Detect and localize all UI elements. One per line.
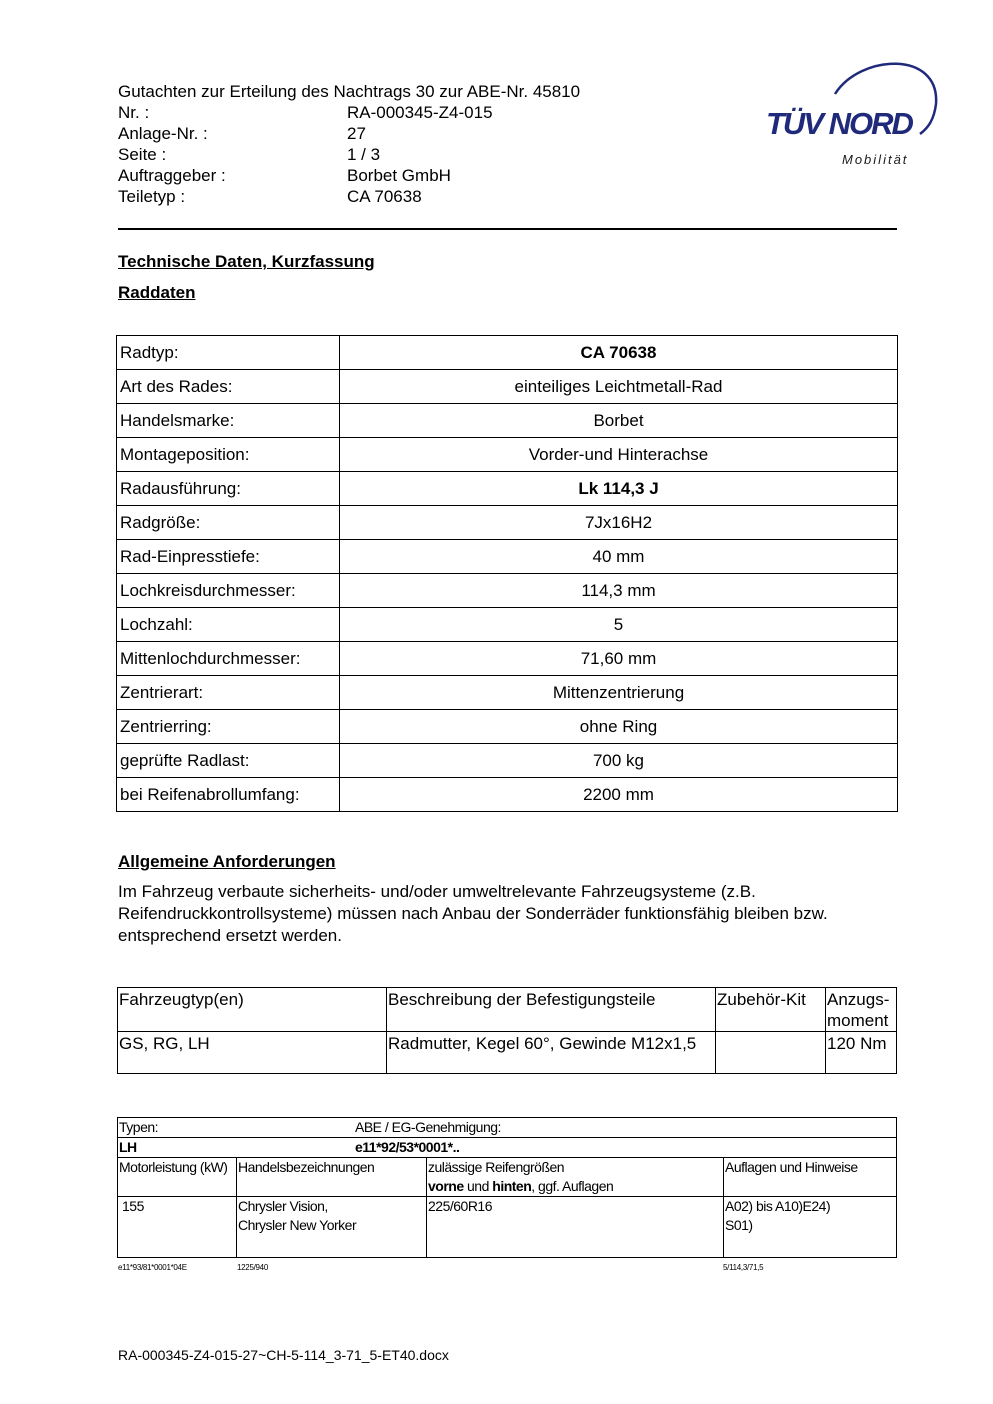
table-cell <box>724 1197 897 1258</box>
row-value: 7Jx16H2 <box>340 506 898 540</box>
header-divider <box>118 228 897 230</box>
header-cell: Zubehör-Kit <box>716 988 826 1032</box>
row-label: bei Reifenabrollumfang: <box>117 778 340 812</box>
types-table <box>117 1117 897 1258</box>
general-requirements-text: Im Fahrzeug verbaute sicherheits- und/oder umweltrelevante Fahrzeugsysteme (z.B. Reifendruckkontrollsysteme) müssen nach Anbau der Sonderräder funktionsfähig bleiben bzw. entsprechend ersetzt werden. <box>118 882 828 945</box>
row-value: 5 <box>340 608 898 642</box>
abe-label: ABE / EG-Genehmigung: <box>355 1119 501 1135</box>
tuv-nord-logo <box>760 56 945 171</box>
types-value-row <box>118 1138 897 1158</box>
vehicle-name: Chrysler New Yorker <box>238 1217 357 1233</box>
header-row-teiletyp <box>118 186 493 207</box>
row-label: Zentrierart: <box>117 676 340 710</box>
header-value: 27 <box>347 124 366 143</box>
header-cell: Beschreibung der Befestigungsteile <box>387 988 716 1032</box>
row-value: 700 kg <box>340 744 898 778</box>
table-row <box>117 744 898 778</box>
mounting-table <box>117 987 897 1074</box>
row-label: Montageposition: <box>117 438 340 472</box>
header-key: Teiletyp : <box>118 187 186 206</box>
approval-number: e11*92/53*0001*.. <box>355 1139 460 1155</box>
vehicle-name: Chrysler Vision, <box>238 1198 328 1214</box>
header-value: RA-000345-Z4-015 <box>347 103 493 122</box>
tyres-and: und <box>467 1178 489 1194</box>
table-cell: 225/60R16 <box>427 1197 724 1258</box>
table-row <box>117 778 898 812</box>
types-label-cell <box>118 1118 897 1138</box>
table-row <box>117 676 898 710</box>
header-key: Nr. : <box>118 103 150 122</box>
table-row <box>118 1197 897 1258</box>
tyres-rest: , ggf. Auflagen <box>531 1178 614 1194</box>
header-value: Borbet GmbH <box>347 166 451 185</box>
table-cell <box>237 1197 427 1258</box>
note-line: S01) <box>725 1217 753 1233</box>
table-cell: Radmutter, Kegel 60°, Gewinde M12x1,5 <box>387 1032 716 1074</box>
header-cell: Anzugs-moment <box>826 988 897 1032</box>
row-value: einteiliges Leichtmetall-Rad <box>340 370 898 404</box>
header-value: 1 / 3 <box>347 145 381 164</box>
header-cell: Auflagen und Hinweise <box>724 1158 897 1197</box>
footnote-tyre: 1225/940 <box>237 1263 268 1272</box>
document-title: Gutachten zur Erteilung des Nachtrags 30 zur ABE-Nr. 45810 <box>118 82 581 101</box>
row-label: Rad-Einpresstiefe: <box>117 540 340 574</box>
table-header-row <box>118 988 897 1032</box>
header-info <box>118 102 493 207</box>
row-label: Radausführung: <box>117 472 340 506</box>
wheel-data-table <box>116 335 898 812</box>
table-row <box>117 506 898 540</box>
row-value: 2200 mm <box>340 778 898 812</box>
heading-wheel-data: Raddaten <box>118 283 196 302</box>
tyres-header-line1: zulässige Reifengrößen <box>428 1159 565 1175</box>
row-value: Mittenzentrierung <box>340 676 898 710</box>
table-row <box>117 574 898 608</box>
vehicle-type: LH <box>119 1139 137 1155</box>
row-label: Mittenlochdurchmesser: <box>117 642 340 676</box>
table-row <box>117 370 898 404</box>
header-row-nr <box>118 102 493 123</box>
types-header-row <box>118 1158 897 1197</box>
types-label-row <box>118 1118 897 1138</box>
row-value: ohne Ring <box>340 710 898 744</box>
table-cell <box>716 1032 826 1074</box>
row-label: Lochkreisdurchmesser: <box>117 574 340 608</box>
row-value: CA 70638 <box>340 336 898 370</box>
header-row-anlage <box>118 123 493 144</box>
row-value: 114,3 mm <box>340 574 898 608</box>
header-key: Auftraggeber : <box>118 166 226 185</box>
table-cell: 155 <box>118 1197 237 1258</box>
types-value-cell <box>118 1138 897 1158</box>
row-label: geprüfte Radlast: <box>117 744 340 778</box>
row-value: Lk 114,3 J <box>340 472 898 506</box>
header-key: Anlage-Nr. : <box>118 124 208 143</box>
tyres-front: vorne <box>428 1178 464 1194</box>
row-label: Lochzahl: <box>117 608 340 642</box>
footer-filename: RA-000345-Z4-015-27~CH-5-114_3-71_5-ET40.docx <box>118 1347 449 1363</box>
row-value: 71,60 mm <box>340 642 898 676</box>
table-row <box>117 642 898 676</box>
table-row <box>117 472 898 506</box>
table-row <box>117 710 898 744</box>
row-label: Handelsmarke: <box>117 404 340 438</box>
heading-general-requirements: Allgemeine Anforderungen <box>118 852 336 871</box>
row-label: Art des Rades: <box>117 370 340 404</box>
table-cell: 120 Nm <box>826 1032 897 1074</box>
header-cell: Motorleistung (kW) <box>118 1158 237 1197</box>
note-line: A02) bis A10)E24) <box>725 1198 831 1214</box>
table-row <box>117 404 898 438</box>
row-label: Radgröße: <box>117 506 340 540</box>
footnote-approval: e11*93/81*0001*04E <box>118 1263 187 1272</box>
header-key: Seite : <box>118 145 167 164</box>
row-value: Vorder-und Hinterachse <box>340 438 898 472</box>
row-value: Borbet <box>340 404 898 438</box>
header-cell: Handelsbezeichnungen <box>237 1158 427 1197</box>
header-value: CA 70638 <box>347 187 422 206</box>
table-cell: GS, RG, LH <box>118 1032 387 1074</box>
heading-technical-data: Technische Daten, Kurzfassung <box>118 252 375 271</box>
table-row <box>117 438 898 472</box>
logo-brand: TÜV NORD <box>766 106 912 141</box>
typen-label: Typen: <box>119 1119 159 1135</box>
table-row <box>117 540 898 574</box>
table-row <box>118 1032 897 1074</box>
row-label: Radtyp: <box>117 336 340 370</box>
logo-subtitle: Mobilität <box>842 152 909 167</box>
row-label: Zentrierring: <box>117 710 340 744</box>
footnote-bolt-pattern: 5/114,3/71,5 <box>723 1263 764 1272</box>
table-row <box>117 608 898 642</box>
row-value: 40 mm <box>340 540 898 574</box>
header-cell <box>427 1158 724 1197</box>
header-row-auftraggeber <box>118 165 493 186</box>
header-cell: Fahrzeugtyp(en) <box>118 988 387 1032</box>
table-row <box>117 336 898 370</box>
tyres-rear: hinten <box>492 1178 532 1194</box>
header-row-seite <box>118 144 493 165</box>
tyres-header-line2 <box>428 1177 722 1196</box>
